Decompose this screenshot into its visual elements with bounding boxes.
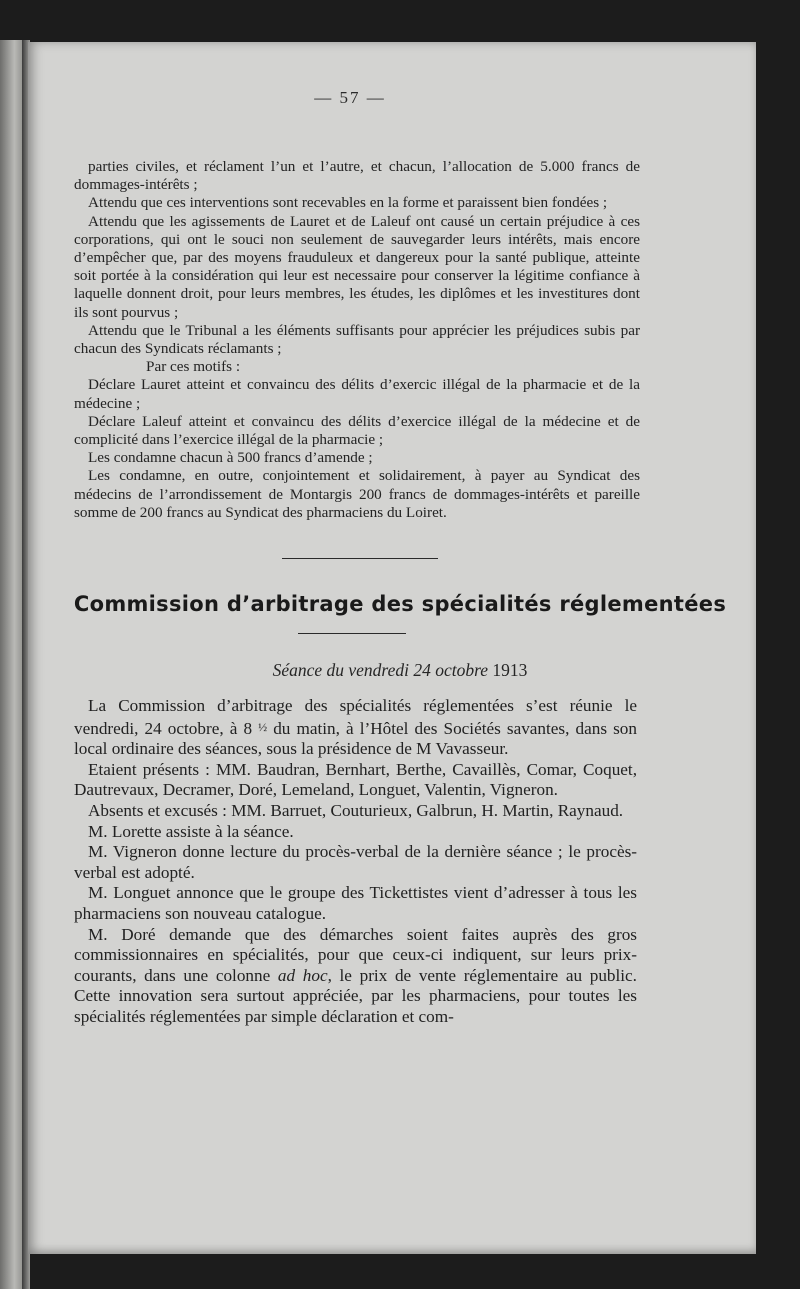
paragraph: Les condamne chacun à 500 francs d’amende ; — [88, 449, 373, 467]
judgment-text — [74, 158, 640, 522]
paragraph: Etaient présents : MM. Baudran, Bernhart, Berthe, Cavaillès, Comar, Coquet, Dautrevaux, Decramer, Doré, Lemeland, Longuet, Valentin, Vigneron. — [74, 759, 637, 800]
section-divider — [282, 558, 438, 559]
paragraph — [74, 925, 637, 1028]
paragraph: Attendu que le Tribunal a les éléments suffisants pour apprécier les préjudices subis par chacun des Syndicats réclamants ; — [74, 321, 640, 358]
paragraph: M. Vigneron donne lecture du procès-verbal de la dernière séance ; le procès-verbal est adopté. — [74, 842, 637, 882]
text-run: La Commission d’arbitrage des spécialités réglementées s’est réunie le vendredi, 24 octobre, à 8 — [74, 696, 637, 738]
text-run: , le prix de vente réglementaire au public. Cette innovation sera surtout appréciée, par les pharmaciens, pour toutes les spécialités réglementées par simple déclaration et com- — [74, 965, 637, 1026]
paragraph: Attendu que les agissements de Lauret et de Laleuf ont causé un certain préjudice à ces corporations, qui ont le souci non seulement de sauvegarder leurs intérêts, mais encore d’empêcher que, par des moyens frauduleux et dangereux pour la santé publique, atteinte soit portée à la considération qui leur est necessaire pour conserver la légitime confiance à laquelle donnent droit, pour leurs membres, les études, les diplômes et les investitures dont ils sont pourvus ; — [74, 212, 640, 321]
section-heading: Commission d’arbitrage des spécialités réglementées — [73, 592, 727, 616]
heading-underline — [298, 633, 406, 634]
paragraph: M. Lorette assiste à la séance. — [88, 821, 294, 841]
seance-date — [0, 660, 800, 681]
seance-year: 1913 — [492, 660, 528, 680]
page-number: — 57 — — [314, 88, 386, 107]
text-run: du matin, à l’Hôtel des Sociétés savantes, dans son local ordinaire des séances, sous la présidence de M Vavasseur. — [74, 718, 637, 759]
par-ces-motifs: Par ces motifs : — [146, 358, 241, 376]
paragraph: parties civiles, et réclament l’un et l’autre, et chacun, l’allocation de 5.000 francs de dommages-intérêts ; — [74, 158, 640, 194]
seance-label: Séance du vendredi 24 octobre — [272, 660, 489, 680]
paragraph: Déclare Laleuf atteint et convaincu des délits d’exercice illégal de la médecine et de complicité dans l’exercice illégal de la pharmacie ; — [74, 412, 640, 449]
paragraph: Absents et excusés : MM. Barruet, Couturieux, Galbrun, H. Martin, Raynaud. — [88, 800, 624, 820]
paragraph — [74, 696, 637, 760]
fraction: ½ — [258, 719, 268, 734]
paragraph: M. Longuet annonce que le groupe des Tickettistes vient d’adresser à tous les pharmaciens son nouveau catalogue. — [74, 883, 637, 923]
paragraph: Attendu que ces interventions sont recevables en la forme et paraissent bien fondées ; — [88, 194, 608, 212]
paragraph: Les condamne, en outre, conjointement et solidairement, à payer au Syndicat des médecins de l’arrondissement de Montargis 200 francs de dommages-intérêts et pareille somme de 200 francs au Syndicat des pharmaciens du Loiret. — [74, 467, 640, 521]
italic-term: ad hoc — [277, 965, 328, 985]
text-run: M. Doré demande que des démarches soient faites auprès des gros commissionnaires en spécialités, pour que ceux-ci indiquent, sur leurs prix-courants, dans une colonne — [74, 924, 637, 985]
paragraph: Déclare Lauret atteint et convaincu des délits d’exercic illégal de la pharmacie et de la médecine ; — [74, 376, 640, 412]
session-minutes — [74, 696, 637, 1028]
